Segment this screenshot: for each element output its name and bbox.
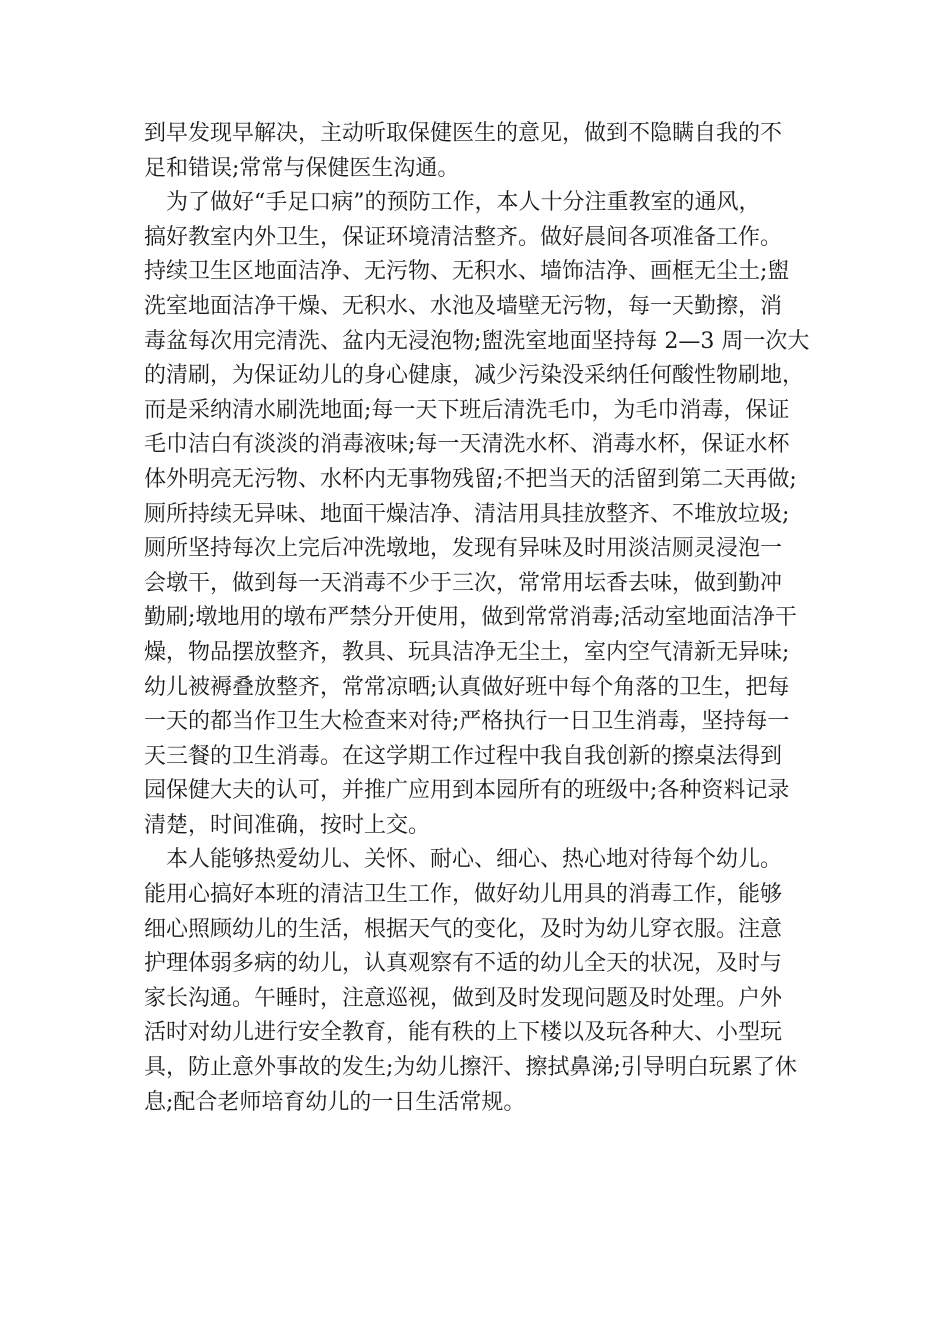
text-line: 的清刷，为保证幼儿的身心健康，减少污染没采纳任何酸性物刷地， [144,363,805,389]
text-line: 家长沟通。午睡时，注意巡视，做到及时发现问题及时处理。户外 [144,985,783,1011]
text-line: 园保健大夫的认可，并推广应用到本园所有的班级中;各种资料记录 [144,778,790,804]
text-line: 厕所坚持每次上完后冲洗墩地，发现有异味及时用淡洁厕灵浸泡一 [144,536,783,562]
text-line: 而是采纳清水刷洗地面;每一天下班后清洗毛巾，为毛巾消毒，保证 [144,397,790,423]
text-line: 持续卫生区地面洁净、无污物、无积水、墙饰洁净、画框无尘土;盥 [144,259,790,285]
text-line: 足和错误;常常与保健医生沟通。 [144,155,460,181]
text-line: 体外明亮无污物、水杯内无事物残留;不把当天的活留到第二天再做; [144,466,797,492]
text-line: 毛巾洁白有淡淡的消毒液味;每一天清洗水杯、消毒水杯，保证水杯 [144,432,790,458]
text-line: 护理体弱多病的幼儿，认真观察有不适的幼儿全天的状况，及时与 [144,951,783,977]
text-line: 幼儿被褥叠放整齐，常常凉晒;认真做好班中每个角落的卫生，把每 [144,674,790,700]
text-line: 具，防止意外事故的发生;为幼儿擦汗、擦拭鼻涕;引导明白玩累了休 [144,1055,797,1081]
text-line: 一天的都当作卫生大检查来对待;严格执行一日卫生消毒，坚持每一 [144,709,790,735]
body-text [144,117,824,1120]
text-line: 搞好教室内外卫生，保证环境清洁整齐。做好晨间各项准备工作。 [144,224,783,250]
text-line: 本人能够热爱幼儿、关怀、耐心、细心、热心地对待每个幼儿。 [166,847,783,873]
text-line: 厕所持续无异味、地面干燥洁净、清洁用具挂放整齐、不堆放垃圾; [144,501,790,527]
text-line: 洗室地面洁净干燥、无积水、水池及墙壁无污物，每一天勤擦，消 [144,293,783,319]
text-line: 能用心搞好本班的清洁卫生工作，做好幼儿用具的消毒工作，能够 [144,882,783,908]
text-line: 细心照顾幼儿的生活，根据天气的变化，及时为幼儿穿衣服。注意 [144,916,783,942]
text-line: 到早发现早解决，主动听取保健医生的意见，做到不隐瞒自我的不 [144,121,783,146]
text-line: 息;配合老师培育幼儿的一日生活常规。 [144,1089,526,1115]
text-line: 活时对幼儿进行安全教育，能有秩的上下楼以及玩各种大、小型玩 [144,1020,783,1046]
text-line: 会墩干，做到每一天消毒不少于三次，常常用坛香去味，做到勤冲 [144,570,783,596]
text-line: 清楚，时间准确，按时上交。 [144,812,431,838]
text-line: 勤刷;墩地用的墩布严禁分开使用，做到常常消毒;活动室地面洁净干 [144,605,797,631]
text-line: 燥，物品摆放整齐，教具、玩具洁净无尘土，室内空气清新无异味; [144,639,790,665]
text-line: 毒盆每次用完清洗、盆内无浸泡物;盥洗室地面坚持每 2—3 周一次大 [144,328,810,354]
text-line: 天三餐的卫生消毒。在这学期工作过程中我自我创新的擦桌法得到 [144,743,783,769]
text-line: 为了做好“手足口病”的预防工作，本人十分注重教室的通风， [166,190,761,216]
